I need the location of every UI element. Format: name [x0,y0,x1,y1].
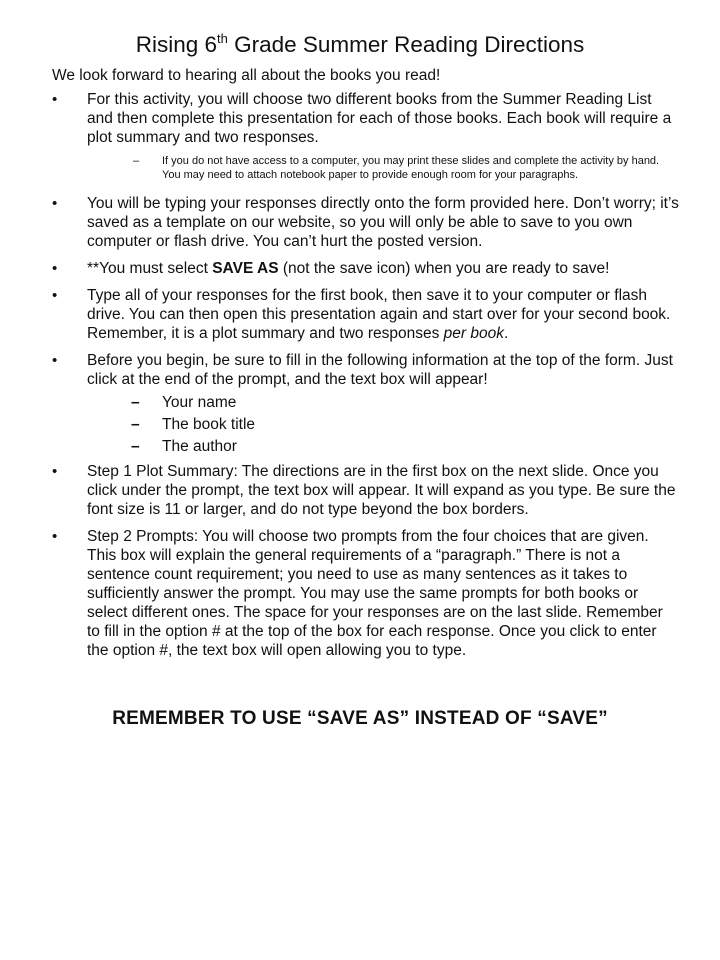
sub-item-text: The author [162,438,237,455]
bullet-icon: • [52,195,58,212]
list-item [52,351,680,458]
intro-text: We look forward to hearing all about the books you read! [52,67,441,84]
sub-list-item [87,436,680,458]
bullet-text: Step 1 Plot Summary: The directions are in the first box on the next slide. Once you click under the prompt, the text box will appear. It will expand as you type. Be sure the font size is 11 or larger, and do not type beyond the box borders. [87,463,676,518]
title-text-rest: Grade Summer Reading Directions [227,32,585,57]
footer-reminder: REMEMBER TO USE “SAVE AS” INSTEAD OF “SAVE” [112,708,608,729]
dash-icon: – [131,394,140,411]
dash-icon: – [133,155,140,167]
bullet-text: . [503,325,509,342]
list-item [52,194,680,251]
sub-item-text: If you do not have access to a computer, you may print these slides and complete the activity by hand. You may need to attach notebook paper to provide enough room for your paragraphs. [162,155,660,181]
bullet-text: Before you begin, be sure to fill in the following information at the top of the form. Just click at the end of the prompt, and the text box will appear! [87,352,673,388]
sub-list-item [87,154,680,182]
bullet-text: **You must select [87,260,213,277]
page-title [0,30,720,60]
title-superscript: th [217,30,228,46]
bullet-icon: • [52,287,58,304]
list-item [52,286,680,343]
dash-icon: – [131,438,140,455]
bullet-text: Type all of your responses for the first book, then save it to your computer or flash drive. You can then open this presentation again and start over for your second book. Remember, it is a plot summary and two responses [87,287,671,342]
bullet-text: Step 2 Prompts: You will choose two prompts from the four choices that are given. This box will explain the general requirements of a “paragraph.” There is not a sentence count requirement; you need to use as many sentences as it takes to sufficiently answer the prompt. You may use the same prompts for both books or select different ones. The space for your responses are on the last slide. Remember to fill in the option # at the top of the box for each response. Once you click to enter the option #, the text box will open allowing you to type. [87,528,663,659]
bullet-text: You will be typing your responses directly onto the form provided here. Don’t worry; it’s saved as a template on our website, so you will only be able to save to you own computer or flash drive. You can’t hurt the posted version. [87,195,679,250]
directions-list [52,90,680,668]
list-item [52,90,680,182]
bullet-text: (not the save icon) when you are ready to save! [278,260,610,277]
list-item [52,527,680,660]
sub-item-text: Your name [162,394,237,411]
bullet-italic-text: per book [443,325,504,342]
bullet-icon: • [52,352,58,369]
dash-icon: – [131,416,140,433]
bullet-icon: • [52,463,58,480]
sub-list-item [87,392,680,414]
bullet-bold-text: SAVE AS [212,260,279,277]
bullet-icon: • [52,528,58,545]
sub-list-item [87,414,680,436]
title-text: Rising 6 [135,32,218,57]
bullet-icon: • [52,260,58,277]
list-item [52,462,680,519]
bullet-icon: • [52,91,58,108]
bullet-text: For this activity, you will choose two different books from the Summer Reading List and then complete this presentation for each of those books. Each book will require a plot summary and two responses. [87,91,672,146]
list-item [52,259,680,278]
sub-item-text: The book title [162,416,256,433]
